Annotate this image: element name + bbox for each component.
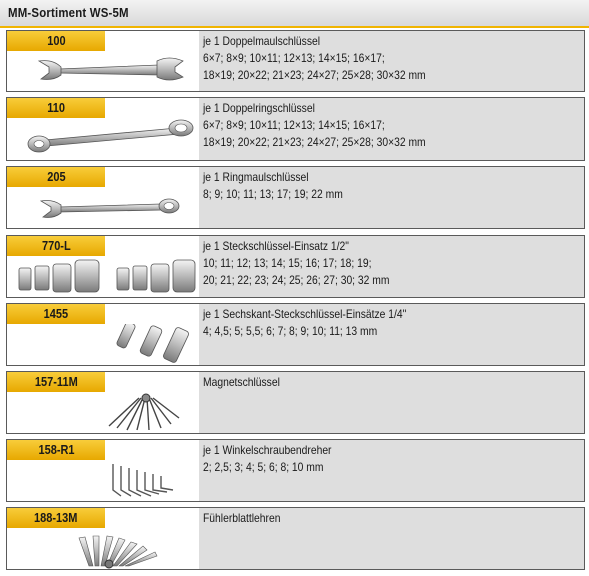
open-end-wrench-icon	[9, 51, 197, 96]
product-row-158-r1	[6, 439, 585, 502]
product-row-188-13m	[6, 507, 585, 570]
product-description: je 1 Winkelschraubendreher 2; 2,5; 3; 4; 5; 6; 8; 10 mm	[203, 443, 332, 474]
hex-socket-icon	[9, 324, 197, 371]
page-header	[0, 0, 589, 28]
product-code-tag: 158-R1	[7, 440, 105, 460]
socket-set-icon	[9, 256, 197, 303]
product-code-tag: 100	[7, 31, 105, 51]
product-row-100	[6, 30, 585, 92]
page-title: MM-Sortiment WS-5M	[8, 5, 129, 20]
ring-spanner-icon	[9, 118, 197, 163]
feeler-gauge-icon	[9, 528, 197, 575]
product-code-tag: 1455	[7, 304, 105, 324]
product-row-205	[6, 166, 585, 229]
combination-wrench-icon	[9, 187, 197, 232]
product-description: je 1 Doppelmaulschlüssel 6×7; 8×9; 10×11; 12×13; 14×15; 16×17; 18×19; 20×22; 21×23; 24×27; 25×28; 30×32 mm	[203, 34, 426, 82]
product-code-tag: 770-L	[7, 236, 105, 256]
product-code-tag: 110	[7, 98, 105, 118]
product-code-tag: 205	[7, 167, 105, 187]
allen-key-set-icon	[9, 460, 197, 507]
product-description: je 1 Steckschlüssel-Einsatz 1/2" 10; 11; 12; 13; 14; 15; 16; 17; 18; 19; 20; 21; 22; 23; 24; 25; 26; 27; 30; 32 mm	[203, 239, 390, 287]
product-row-110	[6, 97, 585, 161]
product-description: Fühlerblattlehren	[203, 511, 281, 525]
product-description: je 1 Doppelringschlüssel 6×7; 8×9; 10×11; 12×13; 14×15; 16×17; 18×19; 20×22; 21×23; 24×27; 25×28; 30×32 mm	[203, 101, 426, 149]
product-description: Magnetschlüssel	[203, 375, 280, 389]
product-code-tag: 157-11M	[7, 372, 105, 392]
product-description: je 1 Ringmaulschlüssel 8; 9; 10; 11; 13; 17; 19; 22 mm	[203, 170, 343, 201]
magnetic-key-set-icon	[9, 392, 197, 439]
product-code-tag: 188-13M	[7, 508, 105, 528]
product-row-157-11m	[6, 371, 585, 434]
product-row-770-l	[6, 235, 585, 298]
product-row-1455	[6, 303, 585, 366]
product-description: je 1 Sechskant-Steckschlüssel-Einsätze 1/4" 4; 4,5; 5; 5,5; 6; 7; 8; 9; 10; 11; 13 mm	[203, 307, 407, 338]
